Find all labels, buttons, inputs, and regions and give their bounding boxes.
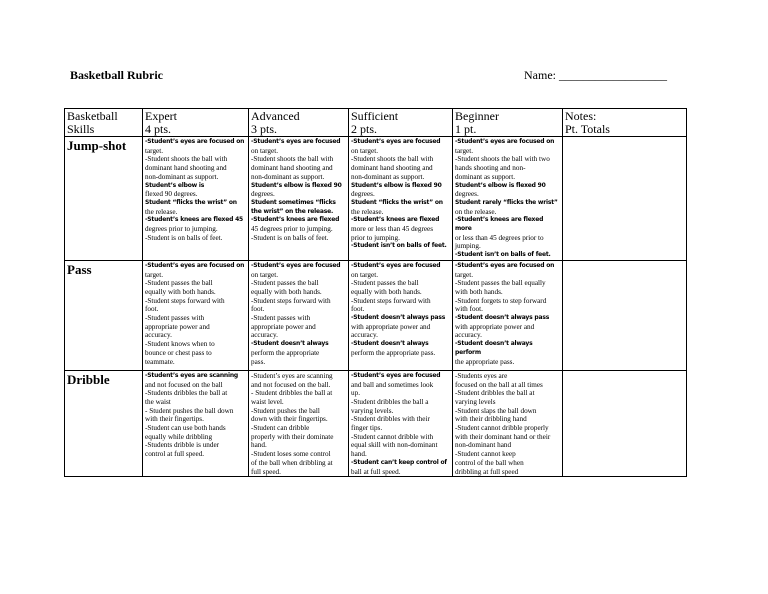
col-header-line2: 3 pts. xyxy=(251,122,278,136)
criteria-line: -Students eyes are xyxy=(455,371,508,380)
rubric-table xyxy=(64,108,687,477)
criteria-line: - Student dribbles the ball at xyxy=(251,389,333,398)
criteria-line: target. xyxy=(145,146,164,155)
criteria-line: -Student dribbles the ball a xyxy=(351,397,429,406)
criteria-line: and not focused on the ball. xyxy=(251,380,331,389)
criteria-line: Student “flicks the wrist” on xyxy=(145,198,237,206)
criteria-line: hand. xyxy=(351,450,367,459)
criteria-line: with their fingertips. xyxy=(145,415,204,424)
criteria-line: degrees prior to jumping. xyxy=(145,225,218,234)
criteria-line: degrees. xyxy=(351,190,375,199)
notes-cell[interactable] xyxy=(563,260,687,370)
col-header-line1: Sufficient xyxy=(351,109,399,123)
criteria-line: equally with both hands. xyxy=(145,287,216,296)
criteria-line: with appropriate power and xyxy=(351,322,431,331)
criteria-line: non-dominant as support. xyxy=(145,172,219,181)
criteria-line: dominant hand shooting and xyxy=(145,164,227,173)
col-header-line1: Advanced xyxy=(251,109,300,123)
criteria-line: foot. xyxy=(251,305,265,314)
criteria-line: -Student knows when to xyxy=(145,340,215,349)
criteria-line: dominant hand shooting and xyxy=(351,164,433,173)
criteria-line: Student’s elbow is flexed 90 xyxy=(351,181,442,189)
criteria-line: accuracy. xyxy=(145,331,172,340)
criteria-line: target. xyxy=(455,270,474,279)
name-field-label: Name: __________________ xyxy=(524,68,667,82)
notes-cell[interactable] xyxy=(563,370,687,476)
criteria-line: -Student passes the ball xyxy=(251,279,319,288)
criteria-line: -Student isn’t on balls of feet. xyxy=(351,242,447,250)
criteria-line: target. xyxy=(455,146,474,155)
criteria-line: equally while dribbling xyxy=(145,432,213,441)
criteria-line: -Student doesn’t always pass xyxy=(455,314,550,322)
criteria-line: foot. xyxy=(145,305,159,314)
col-header-expert xyxy=(143,109,249,137)
criteria-cell-beginner xyxy=(453,370,563,476)
criteria-line: -Student is on balls of feet. xyxy=(145,233,223,242)
criteria-line: -Student’s eyes are focused xyxy=(351,261,441,269)
criteria-line: dribbling at full speed xyxy=(455,467,519,476)
criteria-line: -Student’s eyes are scanning xyxy=(145,371,239,379)
col-header-line1: Basketball xyxy=(67,109,118,123)
skill-name: Dribble xyxy=(65,370,143,476)
col-header-line1: Beginner xyxy=(455,109,499,123)
criteria-line: equal skill with non-dominant xyxy=(351,441,438,450)
criteria-line: with appropriate power and xyxy=(455,322,535,331)
criteria-line: control of the ball when xyxy=(455,458,524,467)
criteria-line: on the release. xyxy=(455,207,497,216)
criteria-line: -Student’s eyes are focused xyxy=(251,261,341,269)
criteria-line: finger tips. xyxy=(351,424,383,433)
criteria-line: with their dominant hand or their xyxy=(455,432,551,441)
criteria-cell-expert xyxy=(143,370,249,476)
criteria-line: or less than 45 degrees prior to xyxy=(455,233,544,242)
criteria-line: -Student passes the ball xyxy=(351,279,419,288)
criteria-line: flexed 90 degrees. xyxy=(145,190,198,199)
criteria-line: dominant hand shooting and xyxy=(251,164,333,173)
criteria-line: the waist xyxy=(145,397,171,406)
notes-cell[interactable] xyxy=(563,137,687,261)
criteria-line: the release. xyxy=(145,207,178,216)
criteria-line: of the ball when dribbling at xyxy=(251,458,333,467)
criteria-line: the release. xyxy=(351,207,384,216)
col-header-line2: Pt. Totals xyxy=(565,122,610,136)
criteria-line: -Student shoots the ball with xyxy=(145,155,228,164)
col-header-sufficient xyxy=(349,109,453,137)
criteria-cell-sufficient xyxy=(349,137,453,261)
criteria-line: -Student isn’t on balls of feet. xyxy=(455,251,551,259)
criteria-line: properly with their dominate xyxy=(251,432,334,441)
rubric-row-pass xyxy=(65,260,687,370)
criteria-line: -Student’s eyes are focused xyxy=(251,138,341,145)
col-header-line1: Expert xyxy=(145,109,177,123)
criteria-line: -Student cannot dribble with xyxy=(351,432,434,441)
criteria-line: degrees. xyxy=(251,190,275,199)
col-header-advanced xyxy=(249,109,349,137)
criteria-line: full speed. xyxy=(251,467,281,476)
document-title: Basketball Rubric xyxy=(70,68,164,82)
criteria-line: non-dominant as support. xyxy=(251,172,325,181)
criteria-line: -Student steps forward with xyxy=(351,296,431,305)
criteria-line: -Student’s eyes are focused xyxy=(351,371,441,379)
criteria-line: Student’s elbow is xyxy=(145,181,205,189)
criteria-line: accuracy. xyxy=(351,331,378,340)
criteria-line: Student rarely “flicks the wrist” xyxy=(455,198,558,206)
criteria-line: dominant as support. xyxy=(455,172,516,181)
skill-name: Pass xyxy=(65,260,143,370)
criteria-line: the wrist” on the release. xyxy=(251,207,334,215)
criteria-line: -Student passes the ball equally xyxy=(455,279,546,288)
criteria-line: hand. xyxy=(251,441,267,450)
criteria-line: varying levels. xyxy=(351,406,394,415)
criteria-line: -Student steps forward with xyxy=(251,296,331,305)
criteria-cell-expert xyxy=(143,137,249,261)
criteria-line: -Student slaps the ball down xyxy=(455,406,537,415)
criteria-line: -Student steps forward with xyxy=(145,296,225,305)
criteria-line: hands shooting and non- xyxy=(455,164,526,173)
criteria-line: on target. xyxy=(251,270,279,279)
col-header-line2: 1 pt. xyxy=(455,122,477,136)
criteria-line: -Student’s eyes are focused on xyxy=(455,261,555,269)
criteria-line: -Students dribbles the ball at xyxy=(145,389,228,398)
criteria-line: with both hands. xyxy=(455,287,503,296)
criteria-line: -Students dribble is under xyxy=(145,441,220,450)
criteria-line: -Student shoots the ball with xyxy=(351,155,434,164)
criteria-line: -Student dribbles the ball at xyxy=(455,389,535,398)
criteria-line: accuracy. xyxy=(455,331,482,340)
criteria-line: -Student’s knees are flexed xyxy=(351,216,440,224)
criteria-line: non-dominant as support. xyxy=(351,172,425,181)
criteria-line: more or less than 45 degrees xyxy=(351,225,434,234)
criteria-line: and ball and sometimes look xyxy=(351,380,434,389)
criteria-line: -Student cannot dribble properly xyxy=(455,424,549,433)
criteria-line: accuracy. xyxy=(251,331,278,340)
rubric-row-dribble xyxy=(65,370,687,476)
criteria-line: on target. xyxy=(351,146,379,155)
criteria-line: -Student dribbles with their xyxy=(351,415,430,424)
criteria-line: perform the appropriate pass. xyxy=(351,348,436,357)
criteria-line: -Student’s eyes are focused on xyxy=(145,138,245,145)
col-header-beginner xyxy=(453,109,563,137)
criteria-line: -Student doesn’t always pass xyxy=(351,314,446,322)
criteria-line: focused on the ball at all times xyxy=(455,380,543,389)
criteria-line: -Student’s eyes are focused on xyxy=(455,138,555,145)
criteria-line: equally with both hands. xyxy=(351,287,422,296)
criteria-cell-advanced xyxy=(249,260,349,370)
criteria-line: non-dominant hand xyxy=(455,441,512,450)
criteria-line: equally with both hands. xyxy=(251,287,322,296)
col-header-line1: Notes: xyxy=(565,109,597,123)
criteria-line: -Student passes with xyxy=(145,314,205,323)
criteria-line: jumping. xyxy=(455,242,481,251)
criteria-line: -Student is on balls of feet. xyxy=(251,233,329,242)
criteria-line: down with their fingertips. xyxy=(251,415,328,424)
criteria-line: 45 degrees prior to jumping. xyxy=(251,225,333,234)
criteria-line: teammate. xyxy=(145,357,175,366)
criteria-line: -Student’s eyes are focused on xyxy=(145,261,245,269)
criteria-line: and not focused on the ball xyxy=(145,380,223,389)
criteria-line: -Student’s eyes are scanning xyxy=(251,371,333,380)
criteria-line: degrees. xyxy=(455,190,479,199)
criteria-line: -Student pushes the ball xyxy=(251,406,320,415)
criteria-cell-advanced xyxy=(249,137,349,261)
criteria-line: appropriate power and xyxy=(145,322,210,331)
criteria-line: foot. xyxy=(351,305,365,314)
criteria-line: -Student passes with xyxy=(251,314,311,323)
criteria-line: -Student’s eyes are focused xyxy=(351,138,441,145)
criteria-line: Student’s elbow is flexed 90 xyxy=(455,181,546,189)
criteria-line: pass. xyxy=(251,357,266,366)
criteria-line: prior to jumping. xyxy=(351,233,400,242)
criteria-line: -Student doesn’t always xyxy=(251,340,329,348)
col-header-line2: Skills xyxy=(67,122,95,136)
criteria-line: -Student can use both hands xyxy=(145,424,226,433)
criteria-cell-advanced xyxy=(249,370,349,476)
criteria-line: with foot. xyxy=(455,305,483,314)
criteria-line: -Student shoots the ball with xyxy=(251,155,334,164)
criteria-line: Student’s elbow is flexed 90 xyxy=(251,181,342,189)
criteria-line: -Student loses some control xyxy=(251,450,331,459)
criteria-line: perform the appropriate xyxy=(251,348,320,357)
criteria-line: Student sometimes “flicks xyxy=(251,198,336,206)
criteria-line: control at full speed. xyxy=(145,450,205,459)
criteria-line: -Student doesn’t always perform xyxy=(455,340,533,356)
criteria-line: the appropriate pass. xyxy=(455,357,515,366)
criteria-line: bounce or chest pass to xyxy=(145,348,212,357)
criteria-line: target. xyxy=(145,270,164,279)
criteria-line: appropriate power and xyxy=(251,322,316,331)
criteria-cell-expert xyxy=(143,260,249,370)
col-header-line2: 4 pts. xyxy=(145,122,172,136)
criteria-cell-beginner xyxy=(453,137,563,261)
skill-name: Jump-shot xyxy=(65,137,143,261)
criteria-line: -Student can dribble xyxy=(251,424,310,433)
criteria-line: on target. xyxy=(251,146,279,155)
col-header-line2: 2 pts. xyxy=(351,122,378,136)
criteria-cell-beginner xyxy=(453,260,563,370)
rubric-row-jump-shot xyxy=(65,137,687,261)
criteria-line: -Student’s knees are flexed 45 xyxy=(145,216,244,224)
criteria-line: up. xyxy=(351,389,360,398)
criteria-line: - Student pushes the ball down xyxy=(145,406,234,415)
col-header-skills xyxy=(65,109,143,137)
criteria-line: with their dribbling hand xyxy=(455,415,527,424)
criteria-line: Student “flicks the wrist” on xyxy=(351,198,443,206)
col-header-notes xyxy=(563,109,687,137)
criteria-line: waist level. xyxy=(251,397,284,406)
criteria-line: on target. xyxy=(351,270,379,279)
criteria-line: ball at full speed. xyxy=(351,467,401,476)
criteria-line: -Student doesn’t always xyxy=(351,340,429,348)
criteria-line: -Student shoots the ball with two xyxy=(455,155,550,164)
criteria-line: -Student passes the ball xyxy=(145,279,213,288)
criteria-cell-sufficient xyxy=(349,370,453,476)
header-row xyxy=(65,109,687,137)
criteria-cell-sufficient xyxy=(349,260,453,370)
criteria-line: -Student cannot keep xyxy=(455,450,516,459)
criteria-line: -Student can’t keep control of xyxy=(351,458,447,466)
criteria-line: -Student’s knees are flexed xyxy=(251,216,340,224)
criteria-line: -Student forgets to step forward xyxy=(455,296,547,305)
criteria-line: varying levels xyxy=(455,397,496,406)
criteria-line: -Student’s knees are flexed more xyxy=(455,216,544,233)
